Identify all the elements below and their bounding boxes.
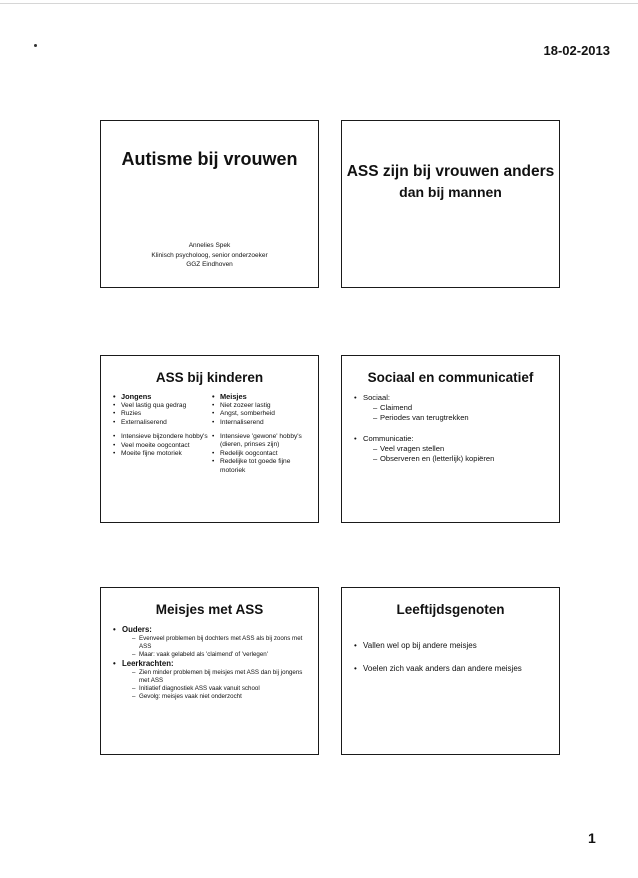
slide-1 [100,120,319,288]
sub-item: – Periodes van terugtrekken [373,413,551,423]
list-item: • Redelijke tot goede fijne motoriek [212,458,311,474]
list-item [113,625,310,658]
page-number: 1 [588,830,596,846]
slide-title: ASS bij kinderen [155,370,264,385]
column-boys [113,393,212,475]
group-label: Ouders: [122,625,152,634]
group-label: Communicatie: [363,434,414,444]
list-item: • Voelen zich vaak anders dan andere meisjes [354,664,551,674]
author-organization: GGZ Eindhoven [186,261,233,268]
slide-title: Meisjes met ASS [155,602,264,617]
list-item: • Angst, somberheid [212,410,311,418]
group-label: Sociaal: [363,393,391,402]
sub-item: – Observeren en (letterlijk) kopiëren [373,454,551,464]
slide-subtitle: dan bij mannen [399,184,502,200]
slide-2 [341,120,560,288]
list-item: • Moeite fijne motoriek [113,450,212,458]
slide-5 [100,587,319,755]
list-item: • Veel lastig qua gedrag [113,402,212,410]
list-item [354,393,551,422]
list-item: • Niet zozeer lastig [212,402,311,410]
list-item: • Ruzies [113,410,212,418]
top-edge-line [0,3,638,4]
list-item: • Vallen wel op bij andere meisjes [354,641,551,651]
sub-item: – Claimend [373,403,551,413]
slide-title: Autisme bij vrouwen [121,149,298,169]
sub-item: – Initiatief diagnostiek ASS vaak vanuit school [132,685,310,693]
sub-item: – Gevolg: meisjes vaak niet onderzocht [132,693,310,701]
list-item: • Veel moeite oogcontact [113,442,212,450]
slide-6 [341,587,560,755]
sub-item: – Veel vragen stellen [373,444,551,454]
sub-item: – Evenveel problemen bij dochters met ASS als bij zoons met ASS [132,635,310,651]
header-date: 18-02-2013 [543,43,610,58]
list-item: • Externaliserend [113,419,212,427]
group-label: Leerkrachten: [122,659,174,669]
scan-speck [34,44,37,47]
author-role: Klinisch psycholoog, senior onderzoeker [151,251,268,259]
column-girls [212,393,311,475]
slide-credits [101,241,318,270]
slide-title: ASS zijn bij vrouwen anders [346,163,555,180]
list-item: • Intensieve bijzondere hobby's [113,433,212,441]
list-item: • Redelijk oogcontact [212,450,311,458]
author-name: Annelies Spek [188,242,231,249]
list-item: • Intensieve 'gewone' hobby's (dieren, prinses zijn) [212,433,311,449]
sub-item: – Zien minder problemen bij meisjes met ASS dan bij jongens met ASS [132,669,310,685]
slide-3 [100,355,319,523]
slide-4 [341,355,560,523]
list-item [354,434,551,463]
slide-title: Leeftijdsgenoten [396,602,505,617]
list-item: • Internaliserend [212,419,311,427]
column-heading: • Jongens [113,393,212,401]
column-heading: • Meisjes [212,393,311,401]
slide-title: Sociaal en communicatief [367,370,534,385]
list-item [113,659,310,700]
sub-item: – Maar: vaak gelabeld als 'claimend' of 'verlegen' [132,651,310,659]
